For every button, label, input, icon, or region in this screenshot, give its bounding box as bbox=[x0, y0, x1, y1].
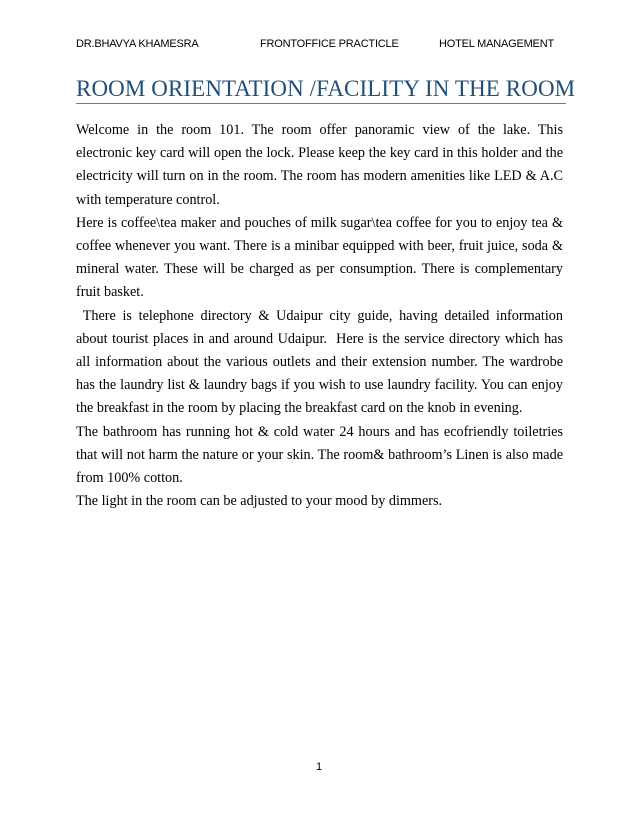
header-author: DR.BHAVYA KHAMESRA bbox=[76, 38, 199, 50]
page-number: 1 bbox=[315, 761, 323, 773]
header-course: HOTEL MANAGEMENT bbox=[439, 38, 554, 50]
title-underline bbox=[76, 103, 566, 104]
paragraph-directory-laundry: There is telephone directory & Udaipur city guide, having detailed information about tourist places in and around Udaipur. Here is the service directory which has all information about the various outlets and their extension number. The wardrobe has the laundry list & laundry bags if you wish to use laundry facility. You can enjoy the breakfast in the room by placing the breakfast card on the knob in evening. bbox=[76, 307, 567, 417]
paragraph-coffee-minibar: Here is coffee\tea maker and pouches of milk sugar\tea coffee for you to enjoy tea & coffee whenever you want. There is a minibar equipped with beer, fruit juice, soda & mineral water. These will be charged as per consumption. There is complementary fruit basket. bbox=[76, 214, 563, 301]
page-header bbox=[76, 38, 566, 52]
header-subject: FRONTOFFICE PRACTICLE bbox=[260, 38, 399, 50]
paragraph-lighting: The light in the room can be adjusted to your mood by dimmers. bbox=[76, 493, 443, 510]
body-text bbox=[76, 119, 567, 513]
paragraph-bathroom: The bathroom has running hot & cold water 24 hours and has ecofriendly toiletries that will not harm the nature or your skin. The room& bathroom’s Linen is also made from 100% cotton. bbox=[76, 423, 563, 487]
page-title: ROOM ORIENTATION /FACILITY IN THE ROOM bbox=[76, 76, 576, 101]
paragraph-welcome: Welcome in the room 101. The room offer panoramic view of the lake. This electronic key card will open the lock. Please keep the key card in this holder and the electricity will turn on in the room. The room has modern amenities like LED & A.C with temperature control. bbox=[76, 122, 563, 208]
